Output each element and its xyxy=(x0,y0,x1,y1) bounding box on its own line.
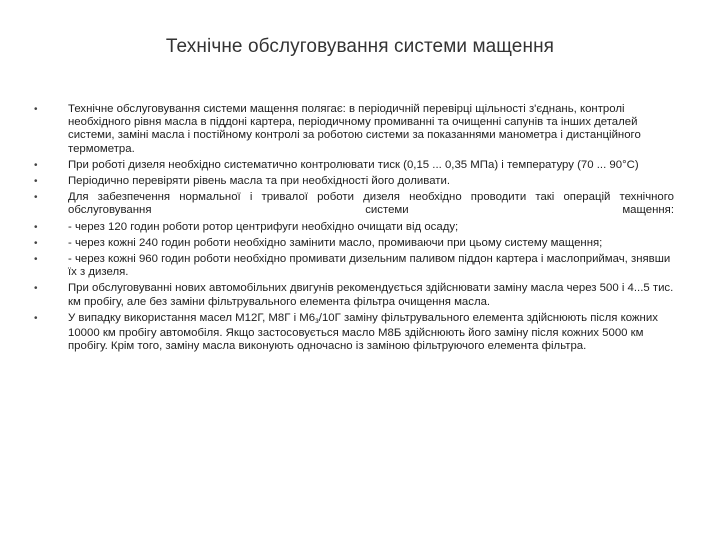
bullet-item xyxy=(34,312,674,354)
bullet-item xyxy=(34,282,674,308)
bullet-dot-icon: • xyxy=(34,192,38,204)
bullet-dot-icon: • xyxy=(34,159,38,171)
bullet-text: - через 120 годин роботи ротор центрифуги необхідно очищати від осаду; xyxy=(68,220,459,233)
bullet-item xyxy=(34,221,674,234)
bullet-dot-icon: • xyxy=(34,104,38,115)
bullet-item xyxy=(34,237,674,250)
bullet-dot-icon: • xyxy=(34,237,38,249)
slide-title: Технічне обслуговування системи мащення xyxy=(165,36,555,57)
bullet-text: Технічне обслуговування системи мащення полягає: в періодичній перевірці щільності з'єднань, контролі необхідного рівня масла в піддоні картера, періодичному промиванні та очищенні сапунів та інших деталей системи, заміні масла і постійному контролі за роботою системи за показаннями манометра і дистанційного термометра. xyxy=(68,103,641,155)
bullet-text: При роботі дизеля необхідно систематично контролювати тиск (0,15 ... 0,35 МПа) і температуру (70 ... 90°С) xyxy=(68,158,639,171)
subscript: з xyxy=(315,315,319,325)
bullet-item xyxy=(34,159,674,172)
bullet-text-last xyxy=(68,312,674,354)
bullet-text: - через кожні 960 годин роботи необхідно промивати дизельним паливом піддон картера і маслоприймач, знявши їх з дизеля. xyxy=(68,253,671,279)
bullet-dot-icon: • xyxy=(34,283,38,295)
bullet-dot-icon: • xyxy=(34,254,38,266)
bullet-list xyxy=(34,103,674,356)
bullet-text: - через кожні 240 годин роботи необхідно замінити масло, промиваючи при цьому систему мащення; xyxy=(68,236,603,249)
bullet-item xyxy=(34,191,674,217)
bullet-dot-icon: • xyxy=(34,176,38,188)
bullet-item xyxy=(34,103,674,156)
bullet-item xyxy=(34,175,674,188)
bullet-text: Періодично перевіряти рівень масла та при необхідності його доливати. xyxy=(68,175,451,188)
bullet-text: При обслуговуванні нових автомобільних двигунів рекомендується здійснювати заміну масла через 500 і 4...5 тис. км пробігу, але без заміни фільтрувального елемента фільтра очищення масла. xyxy=(68,282,674,308)
bullet-dot-icon: • xyxy=(34,221,38,233)
bullet-text-part2: /10Г заміну фільтрувального елемента здійснюють після кожних 10000 км пробігу автомобіля. Якщо застосовується масло М8Б здійснюють його заміну після кожних 5000 км пробігу. Крім того, заміну масла виконують одночасно із заміною фільтруючого елемента фільтра. xyxy=(68,311,658,353)
bullet-dot-icon: • xyxy=(34,312,38,324)
bullet-text-part1: У випадку використання масел М12Г, М8Г і М6 xyxy=(68,311,316,324)
bullet-item xyxy=(34,253,674,279)
bullet-text: Для забезпечення нормальної і тривалої роботи дизеля необхідно проводити такі операцій технічного обслуговування системи мащення: xyxy=(68,191,674,217)
